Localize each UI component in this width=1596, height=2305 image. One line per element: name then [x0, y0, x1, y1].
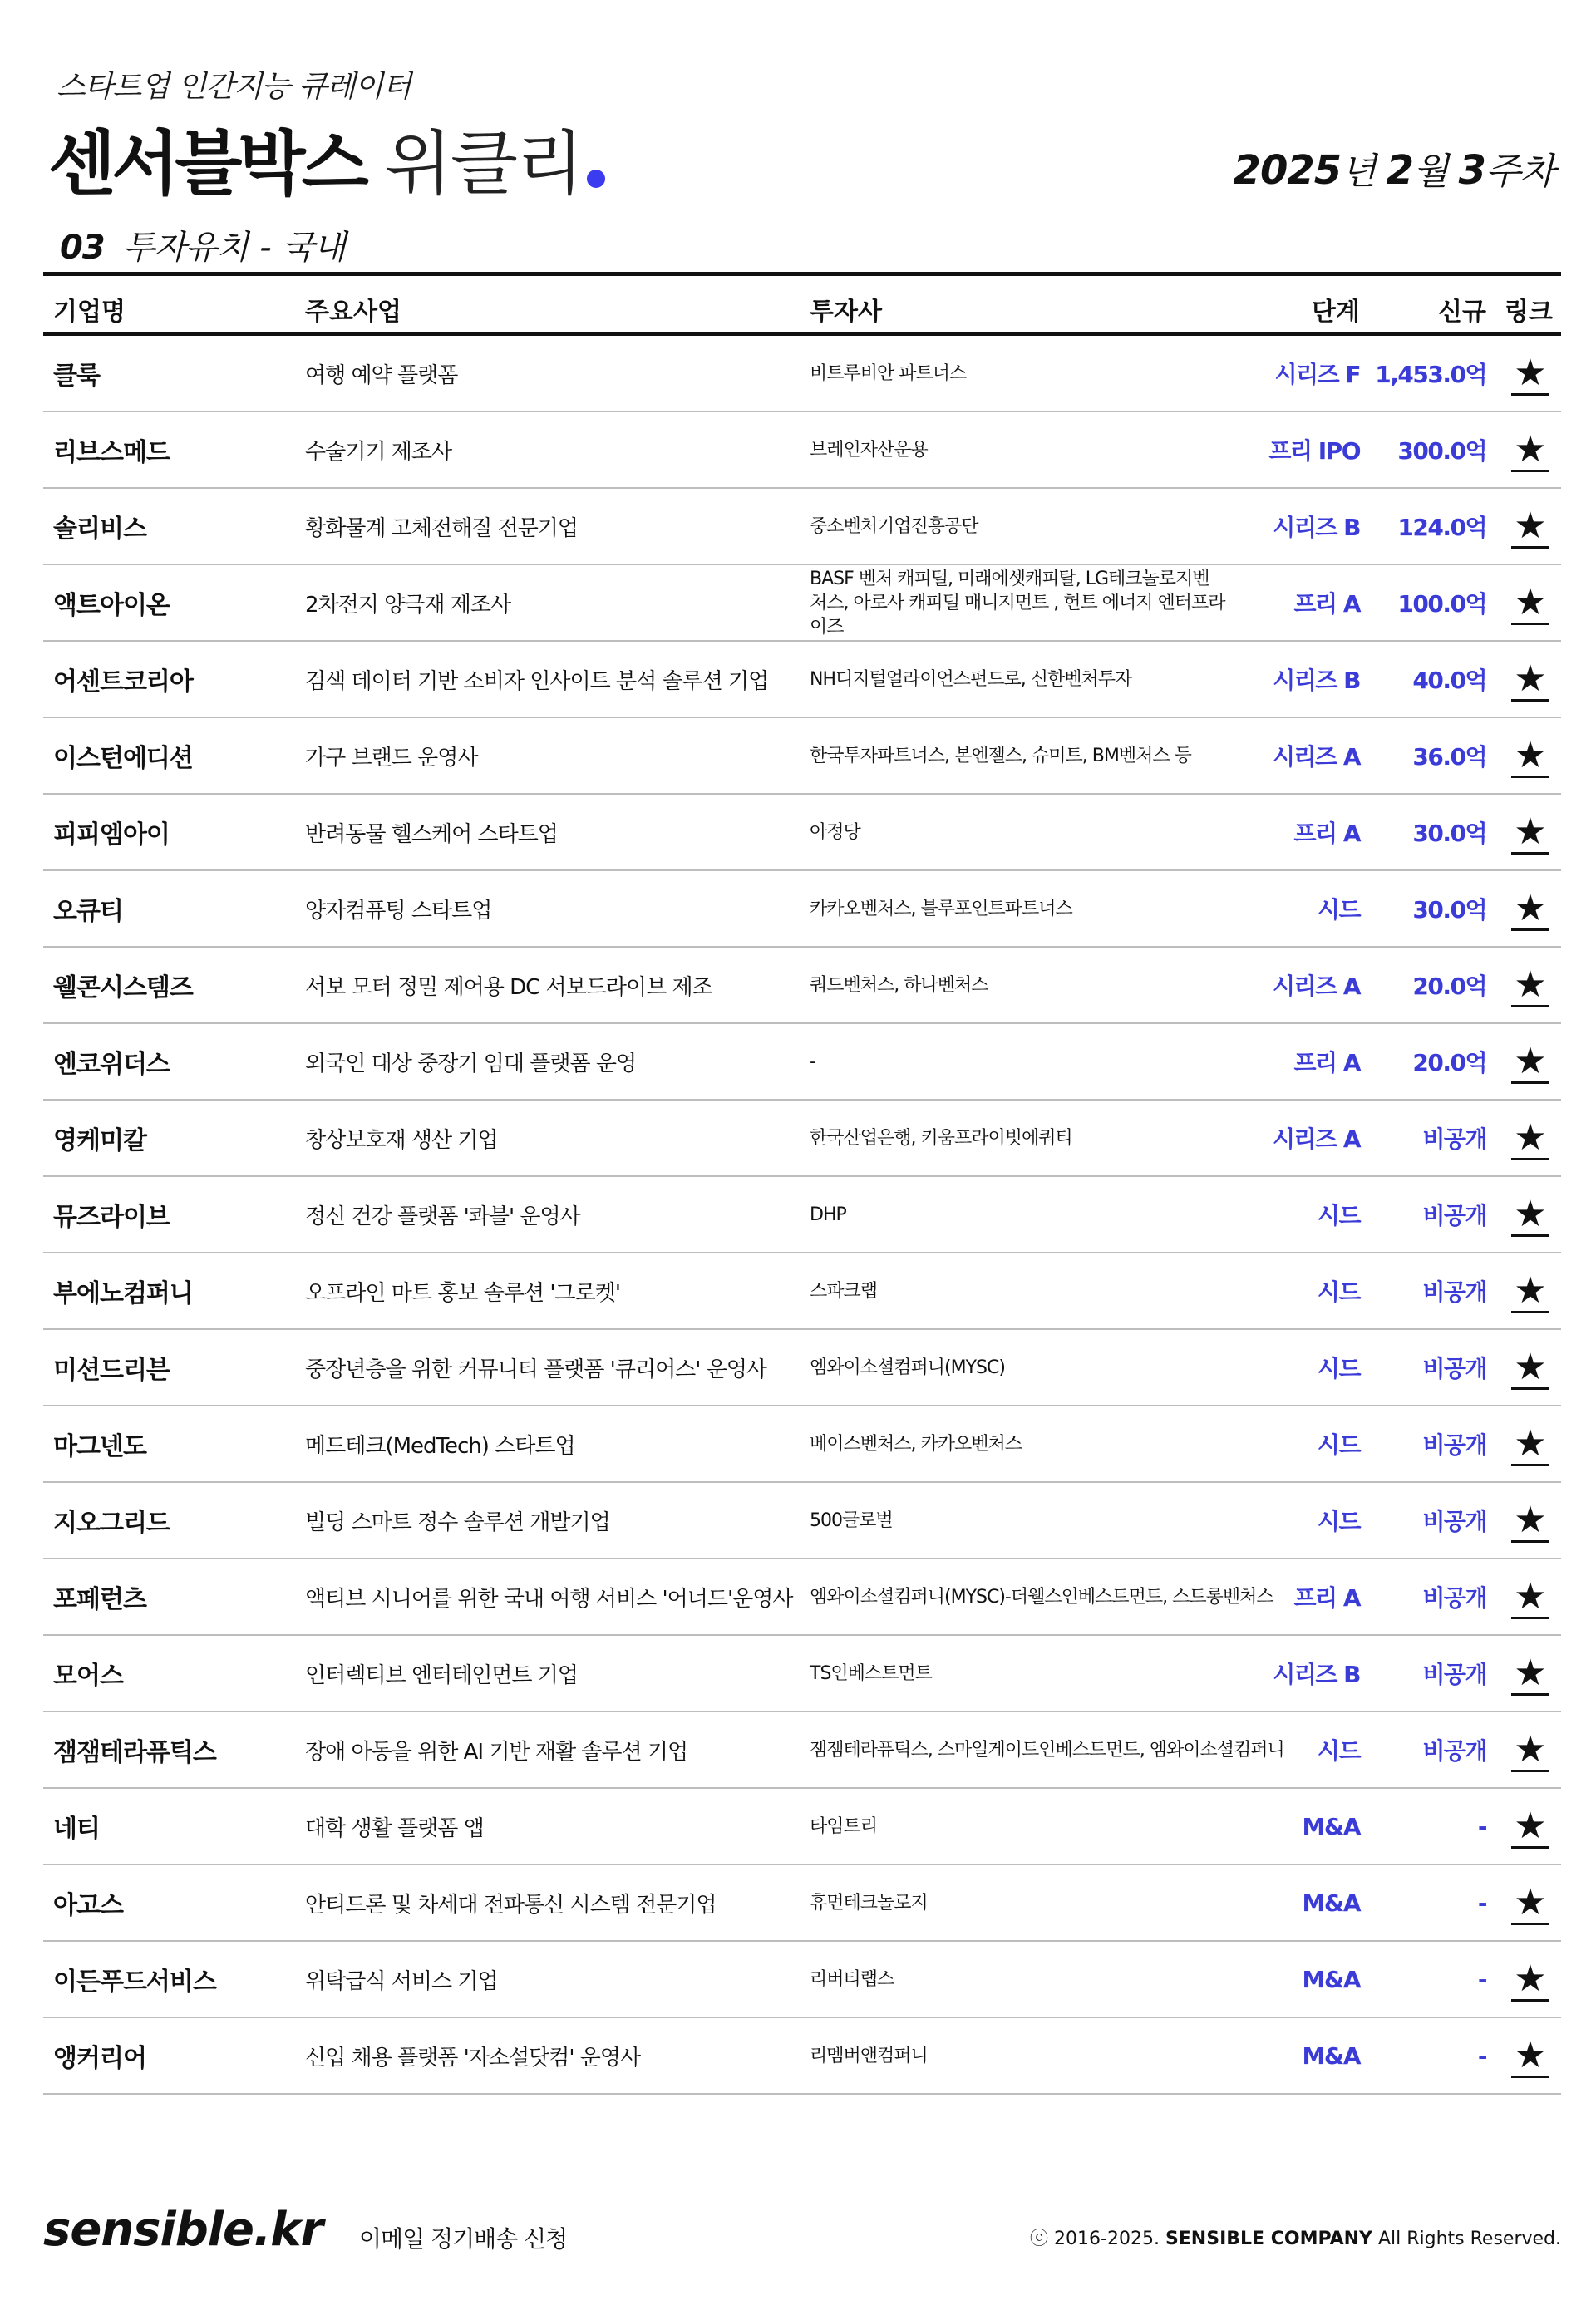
funding-stage: 시드 — [1317, 1431, 1360, 1459]
table-row — [43, 489, 1561, 565]
funding-amount: - — [1477, 2042, 1486, 2070]
company-name: 지오그리드 — [53, 1509, 170, 1538]
company-name: 엔코위더스 — [53, 1050, 170, 1079]
main-business: 가구 브랜드 운영사 — [305, 745, 478, 771]
issue-month: 2 — [1386, 147, 1414, 194]
footer-logo[interactable]: sensible.kr — [43, 2203, 323, 2257]
investors: 베이스벤처스, 카카오벤처스 — [810, 1433, 1022, 1455]
funding-stage: 시드 — [1317, 1278, 1360, 1306]
funding-amount: 비공개 — [1422, 1737, 1486, 1765]
company-name: 이스턴에디션 — [53, 744, 193, 773]
company-name: 잼잼테라퓨틱스 — [53, 1738, 216, 1767]
funding-amount: 1,453.0억 — [1375, 361, 1486, 388]
company-name: 영케미칼 — [53, 1126, 146, 1155]
brand-title-weekly: 위클리 — [384, 123, 583, 204]
investors: 휴먼테크놀로지 — [810, 1892, 928, 1913]
funding-amount: 비공개 — [1422, 1125, 1486, 1153]
company-name: 포페런츠 — [53, 1585, 146, 1614]
investors: 엠와이소셜컴퍼니(MYSC)-더웰스인베스트먼트, 스트롱벤처스 — [810, 1586, 1273, 1608]
table-row — [43, 1330, 1561, 1406]
issue-date — [1234, 141, 1554, 195]
star-icon[interactable]: ★ — [1511, 1118, 1549, 1160]
investors: 잼잼테라퓨틱스, 스마일게이트인베스트먼트, 엠와이소셜컴퍼니 — [810, 1739, 1284, 1761]
funding-amount: 비공개 — [1422, 1202, 1486, 1229]
copyright-rights: All Rights Reserved. — [1377, 2229, 1561, 2249]
company-name: 리브스메드 — [53, 438, 170, 467]
table-row — [43, 795, 1561, 871]
star-icon[interactable]: ★ — [1511, 1347, 1549, 1390]
company-name: 아고스 — [53, 1891, 123, 1920]
main-business: 신입 채용 플랫폼 '자소설닷컴' 운영사 — [305, 2045, 641, 2071]
company-name: 네티 — [53, 1815, 100, 1844]
funding-amount: 비공개 — [1422, 1355, 1486, 1382]
table-row — [43, 871, 1561, 948]
table-row — [43, 1024, 1561, 1101]
investors: 리버티랩스 — [810, 1968, 894, 1990]
star-icon[interactable]: ★ — [1511, 2036, 1549, 2078]
table-row — [43, 412, 1561, 489]
investors: TS인베스트먼트 — [810, 1662, 932, 1684]
funding-amount: 20.0억 — [1412, 1049, 1486, 1076]
section-dash: - — [259, 229, 271, 267]
investors: - — [810, 1051, 815, 1072]
star-icon[interactable]: ★ — [1511, 889, 1549, 931]
funding-stage: M&A — [1302, 1965, 1360, 1993]
table-row — [43, 1636, 1561, 1712]
star-icon[interactable]: ★ — [1511, 1959, 1549, 2002]
funding-amount: 36.0억 — [1412, 743, 1486, 771]
star-icon[interactable]: ★ — [1511, 1730, 1549, 1772]
star-icon[interactable]: ★ — [1511, 1194, 1549, 1237]
funding-amount: 300.0억 — [1397, 437, 1486, 465]
main-business: 위탁급식 서비스 기업 — [305, 1968, 498, 1994]
investors: 쿼드벤처스, 하나벤처스 — [810, 974, 988, 996]
funding-stage: M&A — [1302, 1889, 1360, 1917]
main-business: 안티드론 및 차세대 전파통신 시스템 전문기업 — [305, 1892, 717, 1918]
main-business: 서보 모터 정밀 제어용 DC 서보드라이브 제조 — [305, 974, 712, 1000]
copyright-years: ⓒ 2016-2025. — [1030, 2229, 1160, 2249]
funding-stage: 시리즈 A — [1272, 973, 1360, 1000]
star-icon[interactable]: ★ — [1511, 736, 1549, 778]
table-row — [43, 642, 1561, 718]
main-business: 황화물계 고체전해질 전문기업 — [305, 515, 579, 541]
funding-stage: M&A — [1302, 2042, 1360, 2070]
main-business: 액티브 시니어를 위한 국내 여행 서비스 '어너드'운영사 — [305, 1586, 793, 1612]
section-heading — [60, 221, 345, 268]
funding-amount: 30.0억 — [1412, 896, 1486, 923]
table-row — [43, 2018, 1561, 2095]
company-name: 미션드리븐 — [53, 1356, 170, 1385]
main-business: 수술기기 제조사 — [305, 439, 452, 465]
header-subtitle: 스타트업 인간지능 큐레이터 — [57, 70, 411, 104]
copyright-company: SENSIBLE COMPANY — [1165, 2229, 1372, 2249]
funding-stage: 시리즈 B — [1273, 1661, 1360, 1688]
table-row — [43, 1942, 1561, 2018]
col-header-name: 기업명 — [53, 298, 126, 327]
investors: 타임트리 — [810, 1815, 878, 1837]
main-business: 정신 건강 플랫폼 '콰블' 운영사 — [305, 1204, 580, 1229]
main-business: 창상보호재 생산 기업 — [305, 1127, 498, 1153]
main-business: 빌딩 스마트 정수 솔루션 개발기업 — [305, 1510, 610, 1535]
funding-amount: - — [1477, 1965, 1486, 1993]
star-icon[interactable]: ★ — [1511, 1500, 1549, 1543]
investors: 비트루비안 파트너스 — [810, 362, 967, 384]
main-business: 반려동물 헬스케어 스타트업 — [305, 821, 558, 847]
table-row — [43, 1101, 1561, 1177]
table-body — [43, 336, 1561, 2095]
issue-week-unit: 주차 — [1485, 150, 1554, 193]
funding-amount: 비공개 — [1422, 1431, 1486, 1459]
investors: 한국산업은행, 키움프라이빗에쿼티 — [810, 1127, 1072, 1149]
main-business: 오프라인 마트 홍보 솔루션 '그로켓' — [305, 1280, 620, 1306]
company-name: 피피엠아이 — [53, 820, 170, 850]
main-business: 여행 예약 플랫폼 — [305, 362, 458, 388]
issue-year: 2025 — [1233, 147, 1342, 194]
table-row — [43, 948, 1561, 1024]
investors: 500글로벌 — [810, 1510, 893, 1531]
investors: 스파크랩 — [810, 1280, 878, 1302]
funding-stage: 시드 — [1317, 1355, 1360, 1382]
section-number: 03 — [60, 229, 105, 267]
star-icon[interactable]: ★ — [1511, 430, 1549, 472]
funding-amount: 20.0억 — [1412, 973, 1486, 1000]
funding-amount: 비공개 — [1422, 1508, 1486, 1535]
company-name: 마그넨도 — [53, 1432, 146, 1461]
investors: 한국투자파트너스, 본엔젤스, 슈미트, BM벤처스 등 — [810, 745, 1191, 766]
funding-stage: 시드 — [1317, 1508, 1360, 1535]
table-row — [43, 1712, 1561, 1789]
star-icon[interactable]: ★ — [1511, 1271, 1549, 1313]
company-name: 클룩 — [53, 362, 100, 391]
star-icon[interactable]: ★ — [1511, 583, 1549, 625]
table-row — [43, 718, 1561, 795]
col-header-amount: 신규 — [1438, 298, 1486, 327]
funding-amount: 30.0억 — [1412, 820, 1486, 847]
company-name: 솔리비스 — [53, 515, 146, 544]
star-icon[interactable]: ★ — [1511, 1424, 1549, 1466]
investors: BASF 벤처 캐피털, 미래에셋캐피탈, LG테크놀로지벤처스, 아로사 캐피털 매니지먼트 , 헌트 에너지 엔터프라이즈 — [810, 568, 1225, 638]
funding-stage: 프리 A — [1293, 820, 1360, 847]
company-name: 모어스 — [53, 1662, 123, 1691]
main-business: 2차전지 양극재 제조사 — [305, 592, 511, 618]
col-header-link: 링크 — [1505, 298, 1553, 327]
col-header-business: 주요사업 — [305, 298, 401, 327]
funding-stage: 프리 A — [1293, 1584, 1360, 1612]
funding-stage: 시드 — [1317, 1202, 1360, 1229]
main-business: 인터렉티브 엔터테인먼트 기업 — [305, 1662, 579, 1688]
funding-stage: 프리 IPO — [1268, 437, 1360, 465]
star-icon[interactable]: ★ — [1511, 659, 1549, 702]
issue-month-unit: 월 — [1413, 150, 1448, 193]
star-icon[interactable]: ★ — [1511, 1042, 1549, 1084]
investors: 중소벤처기업진흥공단 — [810, 515, 978, 537]
star-icon[interactable]: ★ — [1511, 812, 1549, 855]
funding-amount: 비공개 — [1422, 1661, 1486, 1688]
company-name: 뮤즈라이브 — [53, 1203, 170, 1232]
funding-amount: 40.0억 — [1412, 667, 1486, 694]
star-icon[interactable]: ★ — [1511, 506, 1549, 549]
table-row — [43, 565, 1561, 642]
issue-year-unit: 년 — [1341, 150, 1376, 193]
brand-title: 센서블박스 — [48, 123, 365, 204]
table-row — [43, 1789, 1561, 1865]
main-business: 검색 데이터 기반 소비자 인사이트 분석 솔루션 기업 — [305, 668, 769, 694]
brand-dot-icon — [587, 170, 605, 188]
main-business: 양자컴퓨팅 스타트업 — [305, 898, 492, 923]
subscribe-link[interactable]: 이메일 정기배송 신청 — [359, 2225, 568, 2253]
company-name: 웰콘시스템즈 — [53, 973, 193, 1002]
main-business: 메드테크(MedTech) 스타트업 — [305, 1433, 575, 1459]
star-icon[interactable]: ★ — [1511, 1806, 1549, 1849]
header-title — [48, 108, 605, 209]
main-business: 외국인 대상 중장기 임대 플랫폼 운영 — [305, 1051, 637, 1076]
funding-amount: - — [1477, 1889, 1486, 1917]
company-name: 액트아이온 — [53, 591, 170, 620]
investors: NH디지털얼라이언스펀드로, 신한벤처투자 — [810, 668, 1132, 690]
funding-amount: 비공개 — [1422, 1584, 1486, 1612]
funding-stage: 시리즈 A — [1272, 743, 1360, 771]
table-row — [43, 1483, 1561, 1559]
table-header — [43, 276, 1561, 336]
table-row — [43, 336, 1561, 412]
table-row — [43, 1559, 1561, 1636]
investors: 브레인자산운용 — [810, 439, 928, 461]
funding-amount: 비공개 — [1422, 1278, 1486, 1306]
company-name: 오큐티 — [53, 897, 123, 926]
main-business: 장애 아동을 위한 AI 기반 재활 솔루션 기업 — [305, 1739, 688, 1765]
funding-stage: 프리 A — [1293, 590, 1360, 618]
funding-stage: 프리 A — [1293, 1049, 1360, 1076]
main-business: 중장년층을 위한 커뮤니티 플랫폼 '큐리어스' 운영사 — [305, 1357, 767, 1382]
funding-amount: 124.0억 — [1397, 514, 1486, 541]
investors: DHP — [810, 1204, 846, 1225]
col-header-stage: 단계 — [1312, 298, 1360, 327]
company-name: 어센트코리아 — [53, 667, 193, 697]
funding-stage: 시리즈 A — [1272, 1125, 1360, 1153]
funding-stage: 시리즈 B — [1273, 667, 1360, 694]
investors: 엠와이소셜컴퍼니(MYSC) — [810, 1357, 1005, 1378]
table-row — [43, 1177, 1561, 1253]
investors: 아정당 — [810, 821, 860, 843]
copyright — [1030, 2224, 1561, 2250]
star-icon[interactable]: ★ — [1511, 965, 1549, 1007]
company-name: 이든푸드서비스 — [53, 1968, 216, 1997]
main-business: 대학 생활 플랫폼 앱 — [305, 1815, 484, 1841]
funding-stage: 시리즈 F — [1274, 361, 1360, 388]
funding-stage: M&A — [1302, 1812, 1360, 1840]
company-name: 앵커리어 — [53, 2044, 146, 2073]
star-icon[interactable]: ★ — [1511, 1577, 1549, 1619]
table-row — [43, 1253, 1561, 1330]
star-icon[interactable]: ★ — [1511, 353, 1549, 396]
investors: 카카오벤처스, 블루포인트파트너스 — [810, 898, 1072, 919]
funding-amount: - — [1477, 1812, 1486, 1840]
company-name: 부에노컴퍼니 — [53, 1279, 193, 1308]
table-row — [43, 1406, 1561, 1483]
funding-stage: 시드 — [1317, 896, 1360, 923]
table-row — [43, 1865, 1561, 1942]
funding-amount: 100.0억 — [1397, 590, 1486, 618]
star-icon[interactable]: ★ — [1511, 1653, 1549, 1696]
investors: 리멤버앤컴퍼니 — [810, 2045, 928, 2066]
issue-week: 3 — [1458, 147, 1485, 194]
section-title: 투자유치 — [122, 229, 249, 267]
funding-stage: 시리즈 B — [1273, 514, 1360, 541]
funding-stage: 시드 — [1317, 1737, 1360, 1765]
star-icon[interactable]: ★ — [1511, 1883, 1549, 1925]
col-header-investor: 투자사 — [810, 298, 882, 327]
investment-table — [43, 272, 1561, 2095]
section-sub: 국내 — [282, 229, 345, 267]
